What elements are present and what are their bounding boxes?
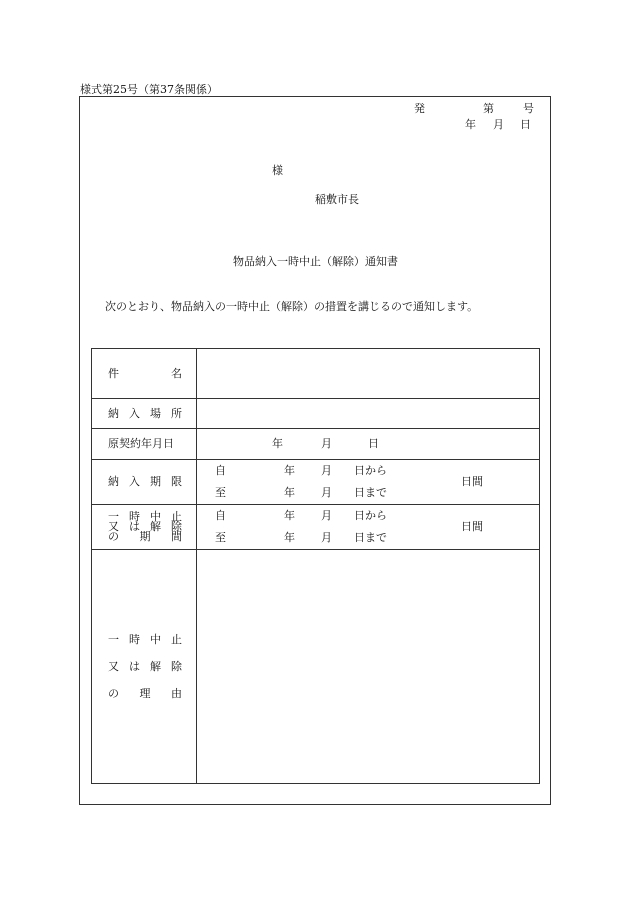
table-row xyxy=(92,460,540,505)
table-row xyxy=(92,399,540,429)
table-row xyxy=(92,349,540,399)
delivery-place-label: 納 入 場 所 xyxy=(92,399,197,429)
doc-number-go: 号 xyxy=(523,102,534,115)
issuer-name: 稲敷市長 xyxy=(315,193,359,206)
doc-number-dai: 第 xyxy=(483,102,494,115)
reason-label: 一 時 中 止 又 は 解 除 の 理 由 xyxy=(92,550,197,784)
doc-number-prefix: 発 xyxy=(414,102,425,115)
body-text: 次のとおり、物品納入の一時中止（解除）の措置を講じるので通知します。 xyxy=(105,300,479,313)
document-date-line xyxy=(465,119,531,131)
contract-date-label: 原契約年月日 xyxy=(92,429,197,460)
item-name-label: 件 名 xyxy=(92,349,197,399)
document-number-line xyxy=(414,103,534,115)
table-row xyxy=(92,505,540,550)
addressee-suffix: 様 xyxy=(272,164,283,177)
item-name-field[interactable] xyxy=(197,349,540,399)
document-title: 物品納入一時中止（解除）通知書 xyxy=(233,255,398,268)
notice-table xyxy=(91,348,540,784)
table-row xyxy=(92,429,540,460)
delivery-deadline-label: 納 入 期 限 xyxy=(92,460,197,505)
suspension-period-label: 一 時 中 止 又 は 解 除 の 期 間 xyxy=(92,505,197,550)
delivery-place-field[interactable] xyxy=(197,399,540,429)
date-month: 月 xyxy=(493,118,504,131)
delivery-deadline-field[interactable]: 自 年 月 日から 至 年 月 日まで 日間 xyxy=(197,460,540,505)
date-year: 年 xyxy=(465,118,476,131)
date-day: 日 xyxy=(520,118,531,131)
suspension-period-field[interactable]: 自 年 月 日から 至 年 月 日まで 日間 xyxy=(197,505,540,550)
table-row xyxy=(92,550,540,784)
reason-field[interactable] xyxy=(197,550,540,784)
contract-date-field[interactable]: 年 月 日 xyxy=(197,429,540,460)
form-number-label: 様式第25号（第37条関係） xyxy=(80,83,218,96)
